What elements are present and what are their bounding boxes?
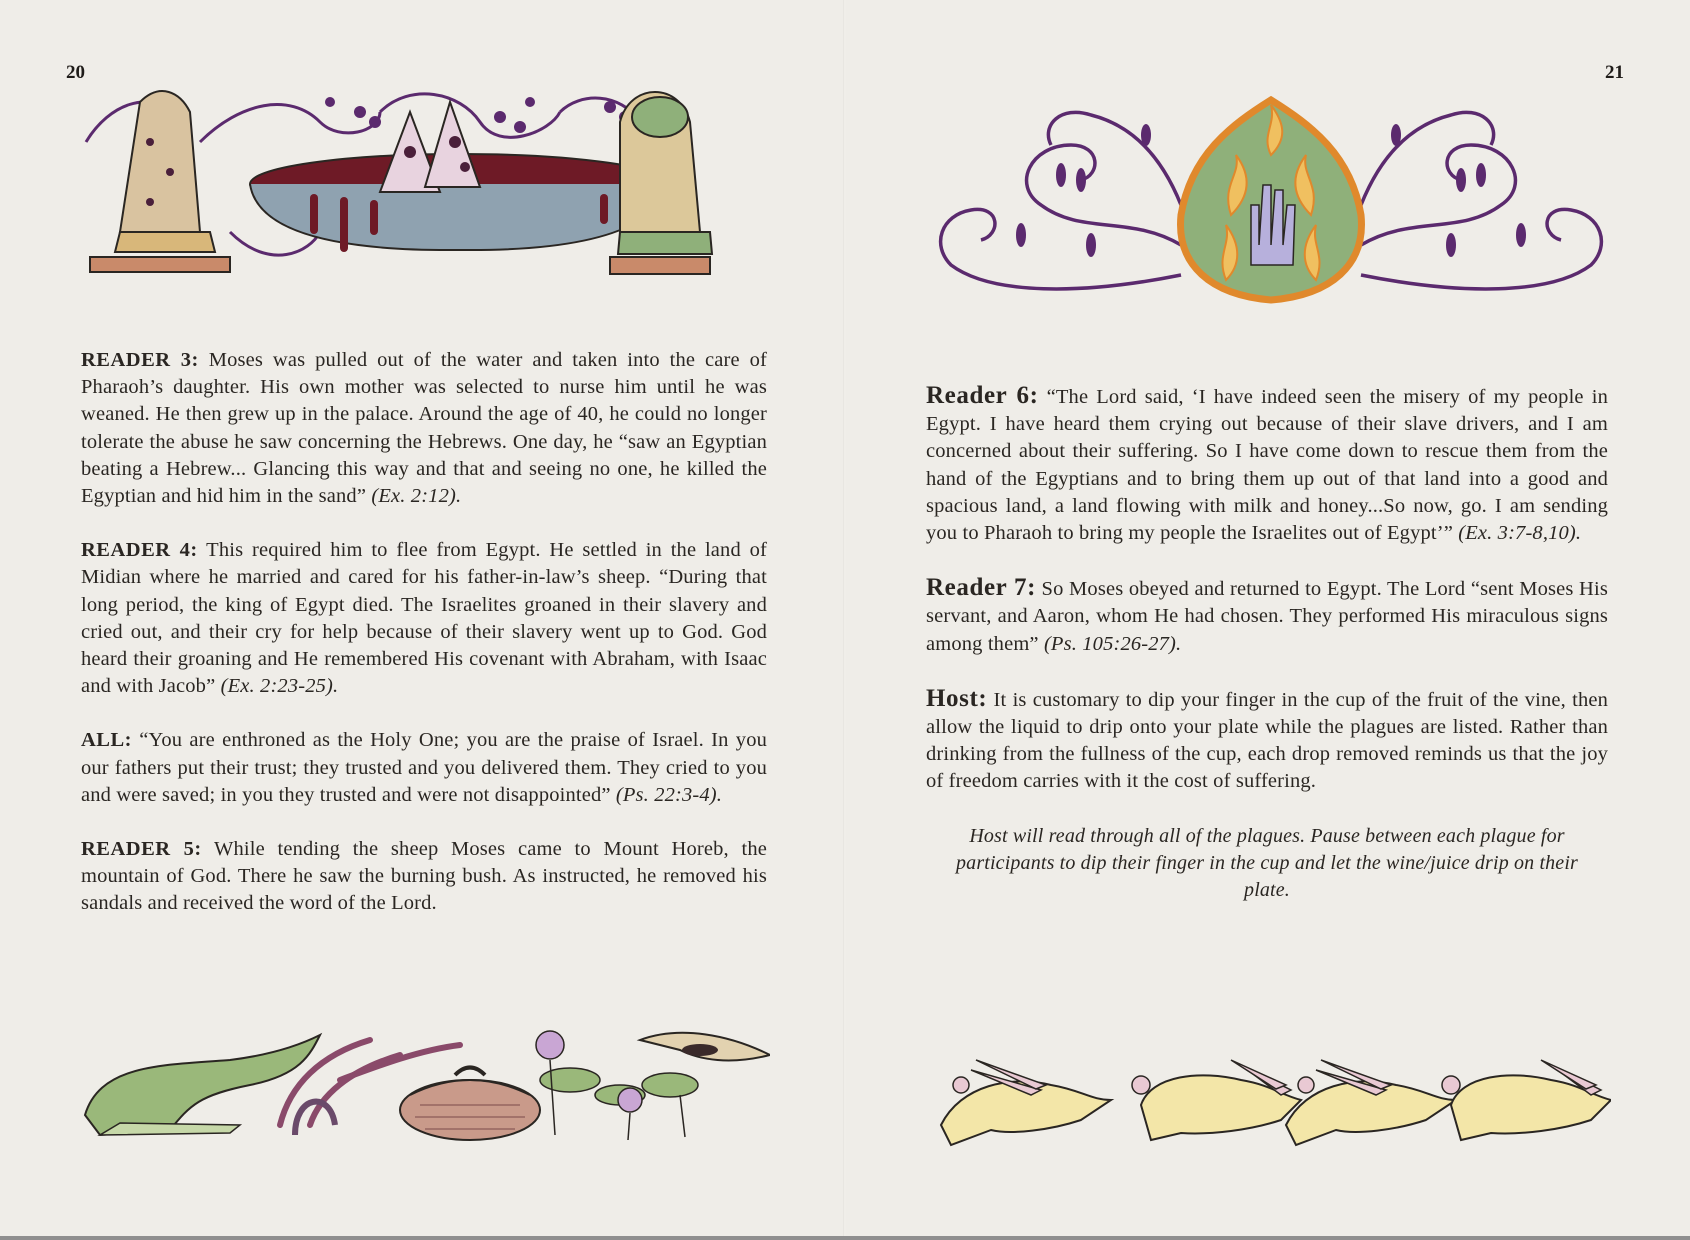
reading-text: It is customary to dip your finger in the cup of the fruit of the vine, then allow the liquid to drip onto your plate while the plagues are listed. Rather than drinking from the fullness of the cup, each drop removed reminds us that the joy of freedom carries with it the cost of suffering. <box>926 688 1608 793</box>
speaker-label: READER 5: <box>81 838 202 861</box>
reading-reader-4 <box>81 537 767 700</box>
page-number-left: 20 <box>66 62 85 83</box>
reading-reader-7 <box>926 574 1608 658</box>
page-number-right: 21 <box>1605 62 1624 83</box>
speaker-label: Host: <box>926 684 988 712</box>
reading-reader-3 <box>81 347 767 510</box>
right-page <box>846 0 1690 1236</box>
speaker-label: READER 3: <box>81 349 199 371</box>
reading-text: While tending the sheep Moses came to Mount Horeb, the mountain of God. There he saw the burning bush. As instructed, he removed his sandals and received the word of the Lord. <box>81 838 767 915</box>
reading-host <box>926 685 1608 796</box>
leaping-hares-illustration <box>931 1045 1611 1155</box>
reading-reader-6 <box>926 382 1608 547</box>
reading-text: So Moses obeyed and returned to Egypt. The Lord “sent Moses His servant, and Aaron, whom He had chosen. They performed His miraculous signs among them” <box>926 578 1608 655</box>
reading-text: “The Lord said, ‘I have indeed seen the misery of my people in Egypt. I have heard them crying out because of their slave drivers, and I am concerned about their suffering. So I have come down to rescue them from the hand of the Egyptians and to bring them up out of that land into a good and spacious land, a land flowing with milk and honey...So now, go. I am sending you to Pharaoh to bring my people the Israelites out of Egypt’” <box>926 386 1608 545</box>
reading-text: “You are enthroned as the Holy One; you are the praise of Israel. In you our fathers put their trust; they trusted and you delivered them. They cried to you and were saved; in you they trusted and were not disappointed” <box>81 729 767 806</box>
scripture-citation: (Ps. 22:3-4). <box>615 783 723 806</box>
scripture-citation: (Ex. 3:7-8,10). <box>1458 522 1582 545</box>
scripture-citation: (Ps. 105:26-27). <box>1043 632 1182 655</box>
burning-bush-hand-illustration <box>931 95 1611 305</box>
left-text-block <box>81 347 767 945</box>
left-page <box>0 0 844 1236</box>
scripture-citation: (Ex. 2:23-25). <box>220 675 339 698</box>
speaker-label: Reader 7: <box>926 574 1037 602</box>
speaker-label: READER 4: <box>81 539 198 562</box>
reading-text: Moses was pulled out of the water and taken into the care of Pharaoh’s daughter. His own mother was selected to nurse him until he was weaned. He then grew up in the palace. Around the age of 40, he could no longer tolerate the abuse he saw concerning the Hebrews. One day, he “saw an Egyptian beating a Hebrew... Glancing this way and that and seeing no one, he killed the Egyptian and hid him in the sand” <box>81 349 767 508</box>
egyptian-bath-scene-illustration <box>80 82 770 278</box>
reading-text: This required him to flee from Egypt. He settled in the land of Midian where he married and cared for his father-in-law’s sheep. “During that long period, the king of Egypt died. The Israelites groaned in their slavery and cried out, and their cry for help because of their slavery went up to God. God heard their groaning and He remembered His covenant with Abraham, with Isaac and with Jacob” <box>81 539 767 698</box>
right-text-block <box>926 382 1608 924</box>
scripture-citation: (Ex. 2:12). <box>371 485 462 508</box>
speaker-label: ALL: <box>81 729 132 752</box>
speaker-label: Reader 6: <box>926 382 1039 409</box>
reading-all <box>81 727 767 809</box>
reading-reader-5 <box>81 836 767 918</box>
nile-crocodile-basket-illustration <box>80 1025 770 1145</box>
host-instruction: Host will read through all of the plagues. Pause between each plague for participants to dip their finger in the cup and let the wine/juice drip on their plate. <box>956 824 1578 901</box>
